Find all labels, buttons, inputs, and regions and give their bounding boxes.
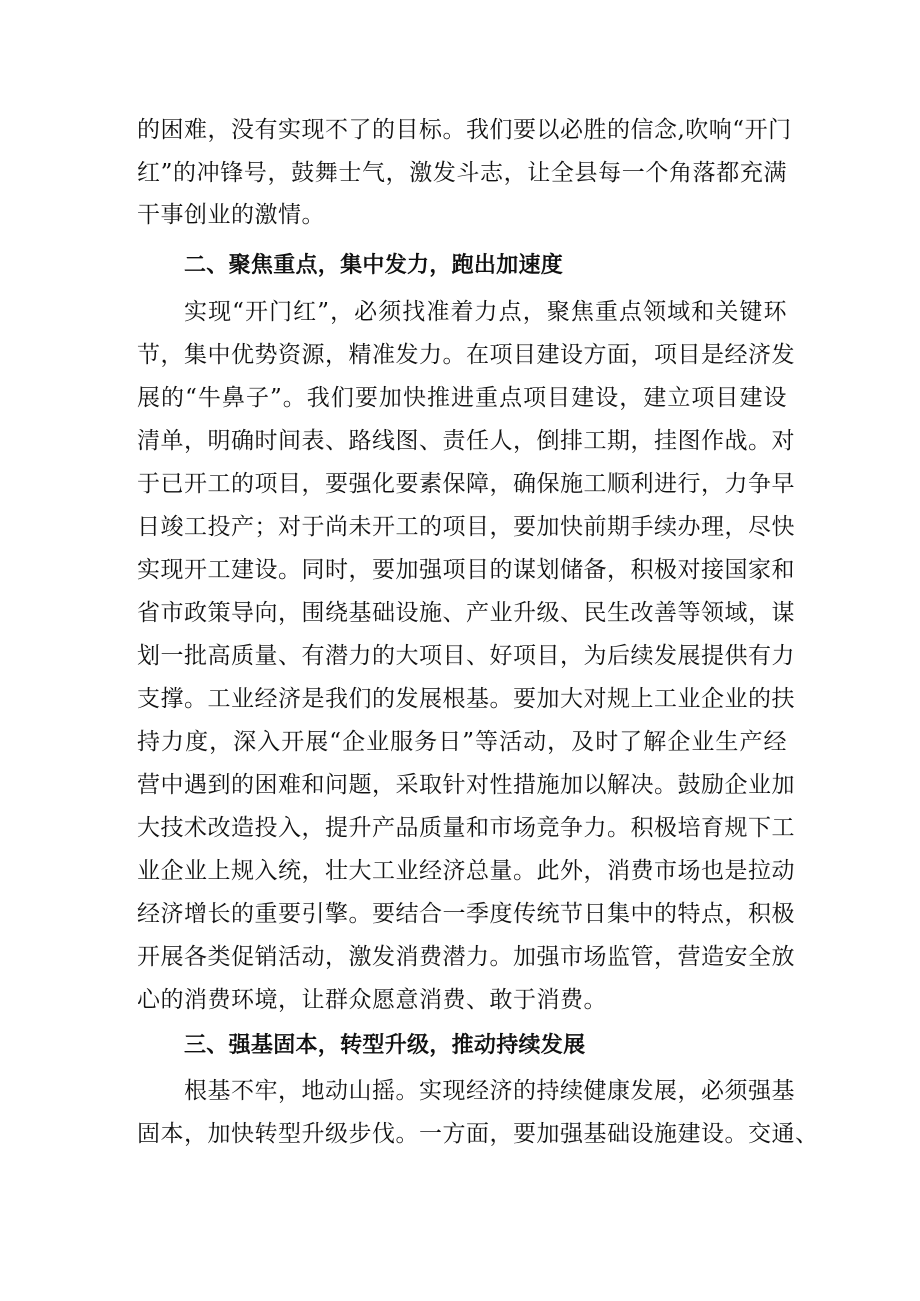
paragraph-line: 的困难，没有实现不了的目标。我们要以必胜的信念,吹响“开门: [137, 117, 792, 143]
paragraph-line: 大技术改造投入，提升产品质量和市场竞争力。积极培育规下工: [137, 815, 795, 841]
paragraph-line: 干事创业的激情。: [137, 202, 325, 228]
paragraph-line: 划一批高质量、有潜力的大项目、好项目，为后续发展提供有力: [137, 643, 795, 669]
paragraph-line: 省市政策导向，围绕基础设施、产业升级、民生改善等领域，谋: [137, 600, 795, 626]
paragraph-line: 实现开工建设。同时，要加强项目的谋划储备，积极对接国家和: [137, 557, 795, 583]
paragraph-line: 开展各类促销活动，激发消费潜力。加强市场监管，营造安全放: [137, 944, 795, 970]
paragraph-line: 营中遇到的困难和问题，采取针对性措施加以解决。鼓励企业加: [137, 772, 795, 798]
paragraph-line: 实现“开门红”，必须找准着力点，聚焦重点领域和关键环: [184, 299, 787, 325]
paragraph-line: 红”的冲锋号，鼓舞士气，激发斗志，让全县每一个角落都充满: [137, 160, 787, 186]
paragraph-line: 节，集中优势资源，精准发力。在项目建设方面，项目是经济发: [137, 342, 795, 368]
paragraph-line: 展的“牛鼻子”。我们要加快推进重点项目建设，建立项目建设: [137, 385, 787, 411]
paragraph-line: 持力度，深入开展“企业服务日”等活动，及时了解企业生产经: [137, 729, 787, 755]
paragraph-line: 日竣工投产；对于尚未开工的项目，要加快前期手续办理，尽快: [137, 514, 795, 540]
section-heading-3: 三、强基固本，转型升级，推动持续发展: [184, 1033, 586, 1058]
paragraph-line: 心的消费环境，让群众愿意消费、敢于消费。: [137, 987, 607, 1013]
paragraph-line: 清单，明确时间表、路线图、责任人，倒排工期，挂图作战。对: [137, 428, 795, 454]
paragraph-line: 经济增长的重要引擎。要结合一季度传统节日集中的特点，积极: [137, 901, 795, 927]
section-heading-2: 二、聚焦重点，集中发力，跑出加速度: [184, 253, 564, 278]
paragraph-line: 业企业上规入统，壮大工业经济总量。此外，消费市场也是拉动: [137, 858, 795, 884]
paragraph-line: 根基不牢，地动山摇。实现经济的持续健康发展，必须强基: [184, 1078, 795, 1104]
paragraph-line: 固本，加快转型升级步伐。一方面，要加强基础设施建设。交通、: [137, 1121, 819, 1147]
paragraph-line: 支撑。工业经济是我们的发展根基。要加大对规上工业企业的扶: [137, 686, 795, 712]
paragraph-line: 于已开工的项目，要强化要素保障，确保施工顺利进行，力争早: [137, 471, 795, 497]
